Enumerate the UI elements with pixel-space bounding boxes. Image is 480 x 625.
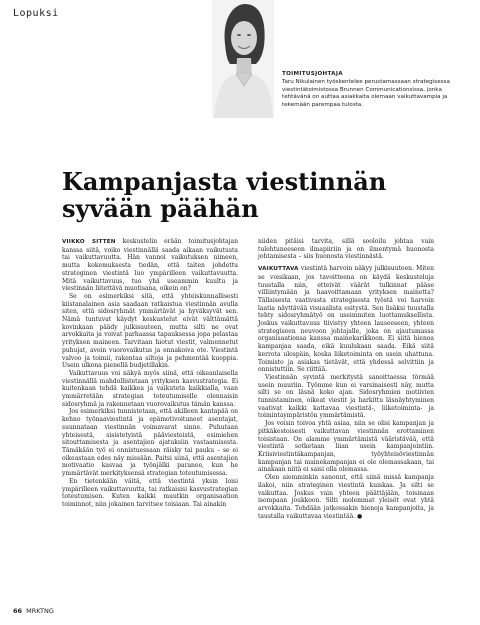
author-photo (212, 0, 274, 118)
author-portrait (212, 0, 274, 118)
headline-line-2: syvään päähän (62, 194, 259, 223)
paragraph: Jos esimerkiksi tunnistetaan, että akilleen kantapää on kehno työnaaviestintä ja epämotivoituneet asentajat, suunnataan viestinnän voimavarat sinne. Puhutaan yhteisestä, sisistetyistä pääviesteistä, esimiehen sitouttamisesta ja asentajien ajatuksiin vastaamisesta. Tämäkään työ ei onnistuessaan räisky tai pauku – se ei oikeastaan edes näy missään. Paitsi siinä, että asentajien motivaatio kasvaa ja työnjälki paranee, kun he ymmärtävät merkityksensä strategian toteutumisessa. (62, 408, 238, 478)
magazine-name: MRKTNG (26, 607, 54, 615)
headline-line-1: Kampanjasta viestinnän (62, 167, 387, 196)
article-column-1 (62, 238, 238, 509)
paragraph (258, 474, 434, 520)
article-column-2 (258, 238, 434, 520)
paragraph: Vaikuttavuus voi näkyä myös siinä, että oikeanlaisella viestinnällä mahdollistetaan yrityksen kasvustrategia. Ei kuitenkaan tehdä kaikkea ja vaikuteta kaikkialla, vaan ymmärretään strategian toteutumiselle olennaisin sidosryhmä ja rakennetaan vuorovaikutus tämän kanssa. (62, 369, 238, 408)
paragraph-text: keskustelin erään toimitusjohtajan kanssa siitä, voiko viestinnällä saada aikaan vaikutusta tai vaikuttavuutta. Hän vannoi vaikutuksen nimeen, mutta kokemuksesta tiedän, että taiten johdettu strateginen viestintä luo ympärilleen vaikuttavuutta. Mitä vaikuttavuus, tuo yhä useammin kuultu ja viestinnän liitettävä muotisana, oikein on? (62, 238, 238, 293)
paragraph (62, 238, 238, 293)
paragraph: Viestinnän syvintä merkitystä sanoittaessa törmää usein muuriin. Työmme kun ei varsinaisesti näy, mutta silti se on läsnä koko ajan. Sidosryhmien motiivien tunnistaminen, oikeat viestit ja harkittu läsnäyhtyminen vaativat kaikki kattavaa viestintä-, liiketoiminta- ja toimintaympäristön ymmärtämistä. (258, 373, 434, 420)
paragraph-text: viestintä harvoin näkyy julkisuuteen. Miten se voisikaan, jos tavoitteena on käydä keskusteluja tuustalla niin, etteivät väärät tulkinnat pääse villiintymään ja haavoittamaan yrityksen mainetta? Tällaisesta vaativasta strategisesta työstä voi harvoin laatia näyttävää visuaalista esitystä. Sen lisäksi tuustalla tehty sidosryhmätyö on useimmiten luottamuksellista. Joskus vaikuttavuus tiivistyy yhteen lauseeseen, yhteen strategiseen neuvoon johtajalle, joka on ajautumassa organisaationsa kanssa mainekarikkoon. Ei siitä hienoa kampanjaa saada, eikä kuulukaan saada. Eikä siitä kerrota ulospäin, koska liiketoiminta on usein uhattuna. Toimisto ja asiakas tietävät, että yhdessä selvittiin ja onnistuttiin. Se riittää. (258, 265, 434, 374)
end-mark-icon: ● (357, 512, 363, 520)
paragraph-text: Olen aiemminkin sanonut, että siinä missä kampanja ilakoi, niin strateginen viestintä kuiskaa. Ja silti se vaikuttaa. Joskus vain yhteen päättäjään, toisinaan isompaan joukkoon. Silti molemmat yleisöt ovat yhtä arvokkaita. Tehdään jatkossakin hienoja kampanjoita, ja taustalla vaikuttavaa viestintää. (258, 474, 434, 520)
caption-role: TOIMITUSJOHTAJA (282, 71, 343, 77)
paragraph: En tietenkään väitä, että viestintä yksin loisi ympärilleen vaikuttavuutta, tai ratkaisisi kasvustrategian toteutumisen. Kuten kaikki muutkin organisaation toiminnot, niin jokainen tarvitsee toisiaan. Tai ainakin (62, 477, 238, 508)
paragraph: niiden pitäisi tarvita, sillä sooloilu johtaa vain tulehtuneeseen ilmapiiriin ja on ilmentymä huonosta johtamisesta – siis huonosta viestinnästä. (258, 238, 434, 261)
page-number: 66 (13, 607, 23, 615)
section-label: Lopuksi (13, 8, 59, 19)
lead-in: VAIKUTTAVA (258, 266, 299, 273)
paragraph (258, 265, 434, 374)
lead-in: VIIKKO SITTEN (62, 239, 116, 245)
photo-caption (282, 71, 452, 109)
caption-text: Taru Nikulainen työskentelee perustamassaan strategisessa viestintätoimistossa Brunnen Communicationsissa, jonka tehtävänä on auttaa asiakkaita olemaan vaikuttavampia ja tekemään parempaa tulosta. (282, 79, 450, 108)
article-headline (62, 168, 422, 222)
paragraph: Jos voisin toivoa yhtä asiaa, niin se olisi kampanjan ja pitkäkestoisesti vaikuttavan viestinnän erottaminen toisistaan. On alamme ymmärtämistä vääristävää, että viestintä sotketaan liian usein kampanjointiin. Kriisiviestintäkampanjan, työyhteisöviestinnän kampanjan tai mainekampanjan ei ole olemassakaan, tai ainakaan niitä ei saisi olla olemassa. (258, 420, 434, 474)
page-footer (13, 607, 54, 615)
paragraph: Se on esimerkiksi sitä, että yhteiskunnallisesti kiistanalainen asia saadaan ratkaistua viestinnän avulla siten, että sidosryhmät ymmärtävät ja hyväksyvät sen. Nämä tuntuvat käydyt keskustelut eivät välttämättä kovinkaan päädy julkisuuteen, mutta silti ne ovat arvokkaita ja voivat parhaassa tapauksessa jopa pelastaa yrityksen maineen. Tarvitaan hiotut viestit, valmennetut puhujat, avoin vuorovaikutus ja ennakoiva ote. Viestintä valvoo ja toimii, rakentaa siltoja ja pehmentää kuoppia. Usein ulkona pienellä budjetillakin. (62, 292, 238, 370)
